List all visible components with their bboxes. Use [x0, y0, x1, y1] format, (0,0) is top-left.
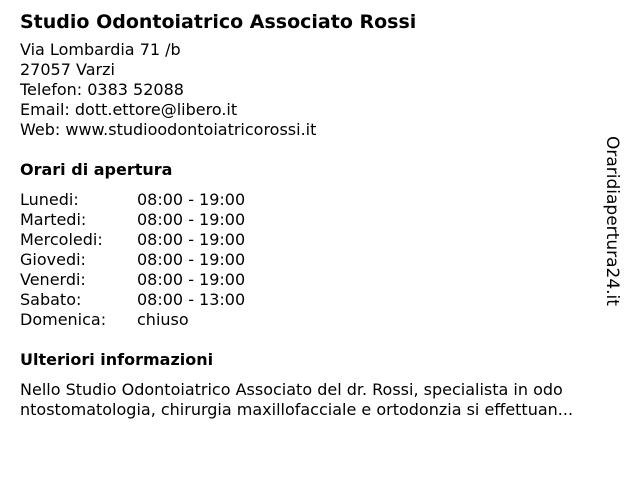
hours-day-label: Giovedi: — [20, 250, 86, 269]
hours-day-label: Venerdi: — [20, 270, 86, 289]
hours-row-saturday — [20, 290, 610, 310]
business-card — [20, 10, 610, 420]
web-line: Web: www.studioodontoiatricorossi.it — [20, 120, 317, 139]
hours-day-label: Domenica: — [20, 310, 107, 329]
hours-row-monday — [20, 190, 610, 210]
contact-block — [20, 40, 610, 140]
site-watermark — [602, 136, 634, 311]
more-info-line: Nello Studio Odontoiatrico Associato del dr. Rossi, specialista in odo — [20, 380, 563, 399]
hours-value: 08:00 - 13:00 — [137, 290, 246, 309]
hours-value: 08:00 - 19:00 — [137, 250, 246, 269]
hours-row-wednesday — [20, 230, 610, 250]
hours-value: 08:00 - 19:00 — [137, 230, 246, 249]
hours-row-tuesday — [20, 210, 610, 230]
business-title: Studio Odontoiatrico Associato Rossi — [20, 11, 417, 33]
hours-day-label: Mercoledi: — [20, 230, 103, 249]
watermark-text: Oraridiapertura24.it — [602, 136, 622, 306]
address-street: Via Lombardia 71 /b — [20, 40, 181, 59]
hours-row-sunday — [20, 310, 610, 330]
hours-row-friday — [20, 270, 610, 290]
more-info-line: ntostomatologia, chirurgia maxillofacciale e ortodonzia si effettuan... — [20, 400, 574, 419]
more-info-heading: Ulteriori informazioni — [20, 350, 214, 369]
hours-value: chiuso — [137, 310, 189, 329]
more-info-text — [20, 380, 610, 420]
opening-hours-heading: Orari di apertura — [20, 160, 173, 179]
hours-day-label: Sabato: — [20, 290, 82, 309]
phone-line: Telefon: 0383 52088 — [20, 80, 184, 99]
hours-value: 08:00 - 19:00 — [137, 190, 246, 209]
hours-value: 08:00 - 19:00 — [137, 270, 246, 289]
hours-day-label: Martedi: — [20, 210, 87, 229]
opening-hours-table — [20, 190, 610, 330]
address-city: 27057 Varzi — [20, 60, 115, 79]
hours-value: 08:00 - 19:00 — [137, 210, 246, 229]
email-line: Email: dott.ettore@libero.it — [20, 100, 238, 119]
hours-day-label: Lunedi: — [20, 190, 79, 209]
hours-row-thursday — [20, 250, 610, 270]
